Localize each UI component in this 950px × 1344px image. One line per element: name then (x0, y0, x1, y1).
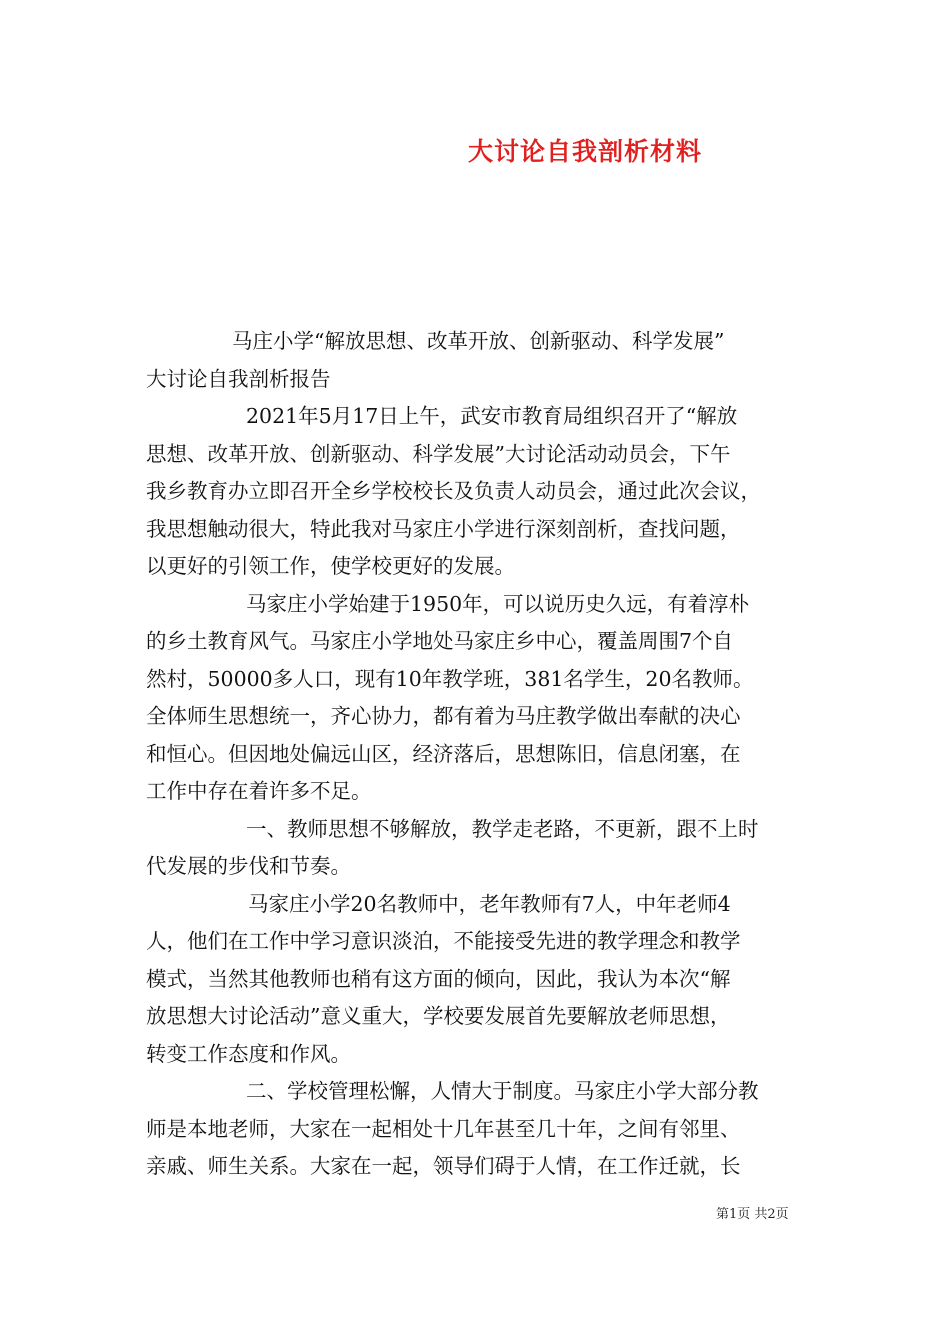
text-line: 2021年5月17日上午，武安市教育局组织召开了“解放 (246, 404, 738, 428)
text-line: 二、学校管理松懈，人情大于制度。马家庄小学大部分教 (246, 1079, 759, 1103)
text-line: 马庄小学“解放思想、改革开放、创新驱动、科学发展” (232, 329, 725, 353)
paragraph-issue-two (146, 1073, 806, 1186)
text-line: 然村，50000多人口，现有10年教学班，381名学生，20名教师。 (146, 666, 754, 691)
text-line: 一、教师思想不够解放，教学走老路，不更新，跟不上时 (246, 816, 759, 841)
paragraph-intro (146, 398, 806, 586)
text-line: 和恒心。但因地处偏远山区，经济落后，思想陈旧，信息闭塞，在 (146, 741, 741, 766)
text-line: 全体师生思想统一，齐心协力，都有着为马庄教学做出奉献的决心 (146, 704, 741, 728)
paragraph-school-overview (146, 586, 806, 811)
document-body (146, 323, 806, 1186)
paragraph-teachers (146, 886, 806, 1074)
text-line: 模式，当然其他教师也稍有这方面的倾向，因此，我认为本次“解 (146, 966, 731, 991)
text-line: 马家庄小学始建于1950年，可以说历史久远，有着淳朴 (246, 591, 750, 616)
text-line: 马家庄小学20名教师中，老年教师有7人，中年老师4 (248, 891, 731, 916)
text-line: 我思想触动很大，特此我对马家庄小学进行深刻剖析，查找问题， (146, 516, 741, 541)
text-line: 以更好的引领工作，使学校更好的发展。 (146, 554, 515, 578)
text-line: 师是本地老师，大家在一起相处十几年甚至几十年，之间有邻里、 (146, 1116, 741, 1141)
text-line: 思想、改革开放、创新驱动、科学发展”大讨论活动动员会，下午 (146, 441, 731, 466)
text-line: 放思想大讨论活动”意义重大，学校要发展首先要解放老师思想， (146, 1004, 731, 1028)
page-number: 第1页 共2页 (716, 1207, 789, 1222)
text-line: 的乡土教育风气。马家庄小学地处马家庄乡中心，覆盖周围7个自 (146, 629, 734, 653)
text-line: 转变工作态度和作风。 (146, 1041, 351, 1066)
text-line: 亲戚、师生关系。大家在一起，领导们碍于人情，在工作迁就，长 (146, 1154, 741, 1178)
document-title: 大讨论自我剖析材料 (468, 137, 703, 166)
paragraph-heading (146, 323, 806, 398)
text-line: 我乡教育办立即召开全乡学校校长及负责人动员会，通过此次会议， (146, 479, 761, 503)
text-line: 大讨论自我剖析报告 (146, 366, 331, 391)
paragraph-issue-one (146, 811, 806, 886)
text-line: 人，他们在工作中学习意识淡泊，不能接受先进的教学理念和教学 (146, 929, 741, 953)
text-line: 代发展的步伐和节奏。 (146, 854, 351, 878)
text-line: 工作中存在着许多不足。 (146, 779, 372, 803)
